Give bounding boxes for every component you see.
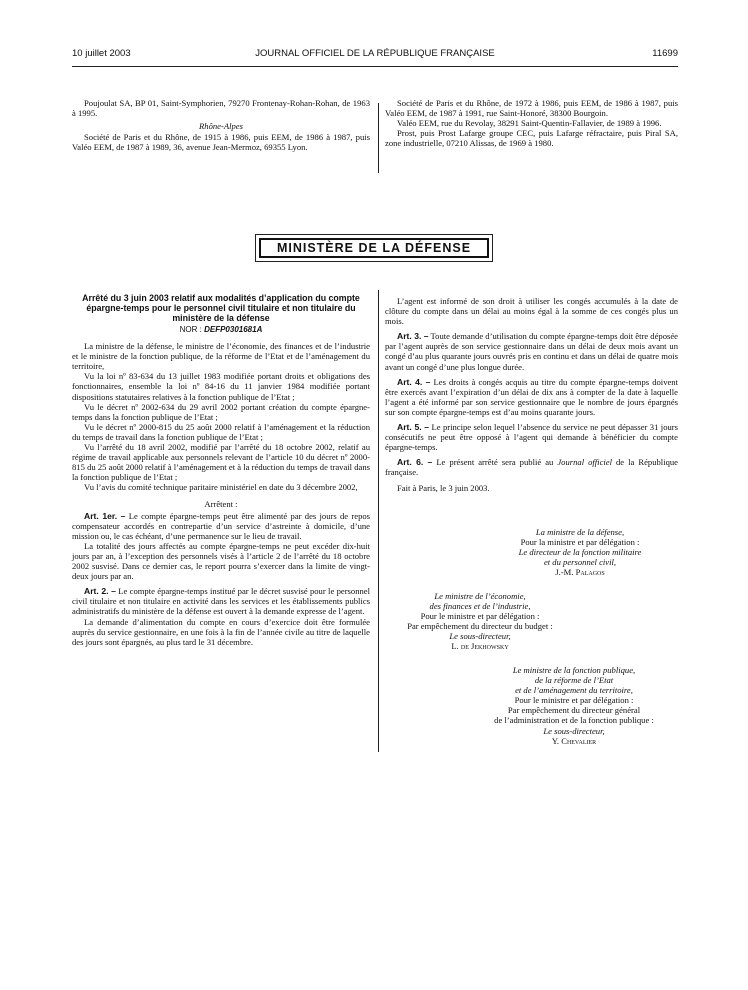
signature-line: Le directeur de la fonction militaire (518, 547, 642, 558)
signature-line: Le ministre de la fonction publique, (512, 665, 636, 675)
journal-officiel-reference: Journal officiel (557, 457, 612, 468)
article-2-paragraph-2: La demande d’alimentation du compte en cours d’exercice doit être formulée auprès du service gestionnaire, en une fois à la fin de l’année civile au titre de laquelle des jours sont épargnés, au plus tard le 31 décembre. (72, 616, 370, 647)
preamble-paragraph: Vu le décret nº 2000-815 du 25 août 2000 relatif à l’aménagement et la réduction du temps de travail dans la fonction publique de l’Etat ; (72, 421, 370, 442)
preamble-paragraph: La ministre de la défense, le ministre de l’économie, des finances et de l’industrie et le ministre de la fonction publique, de la réforme de l’Etat et de l’aménagement du territoire, (72, 341, 370, 372)
article-6-paragraph (385, 457, 678, 477)
article-5-paragraph (385, 422, 678, 452)
top-left-entry: Société de Paris et du Rhône, de 1915 à 1986, puis EEM, de 1986 à 1987, puis Valéo EEM, de 1987 à 1989, 36, avenue Jean-Mermoz, 69355 Lyon. (72, 132, 370, 153)
signature-line: Le sous-directeur, (449, 631, 511, 642)
column-divider (378, 290, 379, 752)
signature-line: Le ministre de l’économie, (434, 591, 526, 601)
top-right-entry: Valéo EEM, rue du Revolay, 38291 Saint-Quentin-Fallavier, de 1989 à 1996. (397, 118, 662, 129)
article-4-paragraph (385, 377, 678, 417)
signature-line: de la réforme de l’Etat (534, 675, 614, 686)
article-4-text: Les droits à congés acquis au titre du compte épargne-temps doivent être exercés avant l’expiration d’un délai de dix ans à compter de la date à laquelle l’agent a été informé par son service gestionnaire que le nombre de jours épargnés sur son compte épargne-temps est d’au moins quarante jours. (385, 376, 678, 417)
article-6-label: Art. 6. – (397, 457, 433, 468)
signature-line: Pour la ministre et par délégation : (520, 537, 640, 548)
header-rule (72, 66, 678, 67)
top-left-column (72, 98, 370, 152)
preamble-paragraph: Vu la loi nº 83-634 du 13 juillet 1983 modifiée portant droits et obligations des fonctionnaires, ensemble la loi nº 84-16 du 11 janvier 1984 modifiée portant dispositions statutaires relatives à la fonction publique de l’Etat ; (72, 371, 370, 402)
right-continuation-paragraph: L’agent est informé de son droit à utiliser les congés accumulés à la date de clôture du compte dans un délai au moins égal à la somme de ces congés plus un mois. (385, 296, 678, 327)
header-journal-title: JOURNAL OFFICIEL DE LA RÉPUBLIQUE FRANÇAISE (255, 48, 495, 59)
ministry-heading: MINISTÈRE DE LA DÉFENSE (259, 238, 489, 258)
header-date: 10 juillet 2003 (72, 48, 131, 59)
signature-line: de l’administration et de la fonction publique : (494, 715, 654, 726)
decree-title: Arrêté du 3 juin 2003 relatif aux modalités d’application du compte épargne-temps pour le personnel civil titulaire et non titulaire du ministère de la défense (82, 293, 360, 323)
signature-line: La ministre de la défense, (535, 527, 625, 537)
decree-left-column (72, 293, 370, 647)
nor-label: NOR : (179, 325, 202, 334)
preamble-paragraph: Vu le décret nº 2002-634 du 29 avril 2002 portant création du compte épargne-temps dans la fonction publique de l’Etat ; (72, 401, 370, 422)
article-5-text: Le principe selon lequel l’absence du service ne peut dépasser 31 jours consécutifs ne peut être opposé à l’agent qui demande à bénéficier du compte épargne-temps. (385, 422, 678, 453)
signature-block-economy (380, 591, 580, 652)
signature-line: Pour le ministre et par délégation : (420, 611, 540, 622)
signature-line: Par empêchement du directeur du budget : (407, 621, 553, 632)
top-right-column (385, 98, 678, 148)
preamble-paragraph: Vu l’arrêté du 18 avril 2002, modifié par l’arrêté du 18 octobre 2002, relatif au régime de travail applicable aux personnels relevant de l’article 10 du décret nº 2000-815 du 25 août 2000 relatif à l’aménagement et à la réduction du temps de travail dans la fonction publique de l’Etat ; (72, 442, 370, 483)
page-header (72, 48, 678, 64)
column-divider (378, 103, 379, 173)
article-6-text-post: de la République française. (385, 457, 678, 478)
top-right-entry: Prost, puis Prost Lafarge groupe CEC, puis Lafarge réfractaire, puis Piral SA, zone industrielle, 07210 Alissas, de 1969 à 1980. (385, 128, 678, 149)
top-right-entry: Société de Paris et du Rhône, de 1972 à 1986, puis EEM, de 1986 à 1987, puis Valéo EEM, de 1987 à 1991, rue Saint-Honoré, 38300 Bourgoin. (385, 98, 678, 119)
signature-block-public-service (470, 665, 678, 746)
signature-line: Le sous-directeur, (543, 725, 605, 736)
signature-line: et de l’aménagement du territoire, (515, 685, 633, 696)
article-3-label: Art. 3. – (397, 331, 429, 342)
article-3-text: Toute demande d’utilisation du compte épargne-temps doit être déposée par l’agent auprès de son service gestionnaire dans un délai de deux mois avant un congé d’au plus quarante jours ouvrés pris en continu et dans un délai de quatre mois avant un congé d’une plus longue durée. (385, 331, 678, 372)
region-heading: Rhône-Alpes (199, 121, 243, 132)
article-1-text: Le compte épargne-temps peut être alimenté par des jours de repos compensateur accordés en contrepartie d’un service d’astreinte à domicile, d’une mission ou, le cas échéant, d’une permanence sur le lieu de travail. (72, 510, 371, 541)
nor-value: DEFP0301681A (204, 325, 263, 334)
signatory-name: L. de Jekhowsky (451, 641, 509, 652)
nor-reference (72, 325, 370, 335)
signature-block-defense (480, 527, 680, 577)
article-2-text: Le compte épargne-temps institué par le décret susvisé pour le personnel civil titulaire et non titulaire en activité dans les services et les établissements publics administratifs du ministère de la défense est ouvert à la demande expresse de l’agent. (72, 586, 370, 617)
article-4-label: Art. 4. – (397, 376, 431, 387)
article-1-paragraph-2: La totalité des jours affectés au compte épargne-temps ne peut excéder dix-huit jours par an, à l’exception des personnels visés à l’article 2 de l’arrêté du 18 octobre 2002 susvisé. Dans ce dernier cas, le report pourra s’exercer dans la limite de vingt-deux jours par an. (72, 540, 370, 582)
article-1-paragraph (72, 511, 370, 541)
article-1-label: Art. 1er. – (84, 510, 126, 521)
article-3-paragraph (385, 331, 678, 371)
article-5-label: Art. 5. – (397, 422, 430, 433)
signature-line: Pour le ministre et par délégation : (514, 695, 634, 706)
preamble-paragraph: Vu l’avis du comité technique paritaire ministériel en date du 3 décembre 2002, (84, 482, 358, 493)
article-2-paragraph (72, 586, 370, 616)
arretent-heading: Arrêtent : (204, 498, 238, 509)
header-page-number: 11699 (652, 48, 678, 59)
signatory-name: Y. Chevalier (551, 735, 597, 746)
decree-right-column (385, 296, 678, 493)
signatory-name: J.-M. Palagos (555, 567, 605, 578)
ministry-heading-box (255, 234, 493, 262)
article-2-label: Art. 2. – (84, 586, 116, 597)
signature-line: et du personnel civil, (543, 557, 617, 568)
signing-date: Fait à Paris, le 3 juin 2003. (397, 482, 490, 493)
signature-line: Par empêchement du directeur général (507, 705, 641, 716)
top-left-entry: Poujoulat SA, BP 01, Saint-Symphorien, 79270 Frontenay-Rohan-Rohan, de 1963 à 1995. (72, 98, 370, 119)
article-6-text-pre: Le présent arrêté sera publié au (436, 457, 554, 468)
signature-line: des finances et de l’industrie, (429, 601, 531, 612)
